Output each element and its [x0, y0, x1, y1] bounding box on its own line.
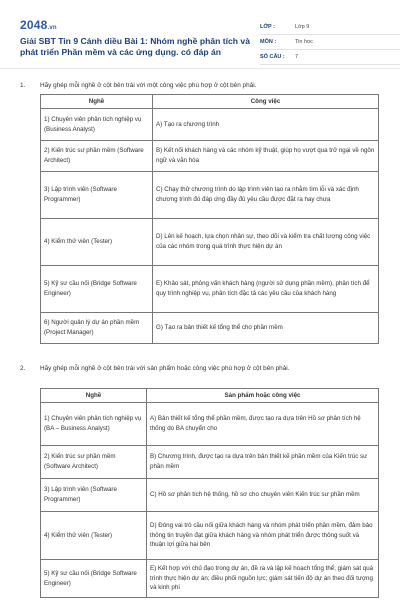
- table-cell: C) Hồ sơ phân tích hệ thống, hồ sơ cho chuyên viên Kiến trúc sư phần mềm: [147, 479, 379, 512]
- meta-value: Lớp 9: [295, 24, 310, 30]
- meta-key: MÔN :: [260, 39, 277, 45]
- table-row: [41, 141, 379, 172]
- table-cell: C) Chạy thử chương trình do lập trình viên tạo ra nhằm tìm lỗi và xác định chương trình đó đáp ứng đầy đủ yêu cầu được đặt ra hay chưa: [153, 172, 379, 219]
- table-row: [41, 560, 379, 598]
- column-header: Sản phẩm hoặc công việc: [147, 389, 379, 403]
- table-cell: D) Đóng vai trò cầu nối giữa khách hàng và nhóm phát triển phần mềm, đảm bảo thông tin truyền đạt giữa khách hàng và nhóm phát triển được thông suốt và thuận lợi giữa hai bên: [147, 512, 379, 560]
- table-row: [41, 403, 379, 446]
- table-cell: E) Khảo sát, phỏng vấn khách hàng (người sử dụng phần mềm), phân tích để quy trình nghiệp vụ, phân tích đặc tả các yêu cầu của khách hàng: [153, 266, 379, 313]
- table-header-row: [41, 95, 379, 109]
- logo-suffix: .vn: [47, 25, 57, 31]
- question-2-number: 2.: [20, 365, 26, 372]
- table-cell: A) Bản thiết kế tổng thể phần mềm, được tạo ra dựa trên Hồ sơ phân tích hệ thống do BA chuyển cho: [147, 403, 379, 446]
- meta-key: LỚP :: [260, 24, 275, 30]
- page-header: [10, 8, 395, 66]
- table-cell: E) Kết hợp với chủ đạo trong dự án, đề ra và lập kế hoạch tổng thể; giám sát quá trình thực hiện dự án; điều phối nguồn lực; giám sát tiến độ dự án theo đối tượng và kinh phí: [147, 560, 379, 598]
- table-cell: 2) Kiến trúc sư phần mềm (Software Architect): [41, 446, 147, 479]
- meta-info: [260, 20, 400, 65]
- table-row: [41, 219, 379, 266]
- table-cell: D) Lên kế hoạch, lựa chọn nhân sự, theo dõi và kiểm tra chất lượng công việc của các nhóm trong quá trình thực hiện dự án: [153, 219, 379, 266]
- table-row: [41, 446, 379, 479]
- column-header: Nghề: [41, 95, 153, 109]
- meta-row-count: [260, 50, 400, 65]
- site-logo[interactable]: [20, 18, 57, 32]
- table-cell: 4) Kiểm thử viên (Tester): [41, 512, 147, 560]
- table-cell: 1) Chuyên viên phân tích nghiệp vụ (Business Analyst): [41, 109, 153, 141]
- column-header: Công việc: [153, 95, 379, 109]
- table-header-row: [41, 389, 379, 403]
- meta-key: SỐ CÂU :: [260, 54, 285, 60]
- table-cell: 1) Chuyên viên phân tích nghiệp vụ (BA – Business Analyst): [41, 403, 147, 446]
- document-title: Giải SBT Tin 9 Cánh diều Bài 1: Nhóm nghề phân tích và phát triển Phần mềm và các ứng dụng. có đáp án: [20, 36, 250, 57]
- table-row: [41, 109, 379, 141]
- question-1-text: Hãy ghép mỗi nghề ở cột bên trái với một công việc phù hợp ở cột bên phải.: [40, 82, 257, 89]
- meta-value: Tin học: [295, 39, 313, 45]
- table-row: [41, 313, 379, 344]
- table-cell: 3) Lập trình viên (Software Programmer): [41, 479, 147, 512]
- table-cell: 5) Kỹ sư cầu nối (Bridge Software Engineer): [41, 560, 147, 598]
- meta-row-subject: [260, 35, 400, 50]
- table-row: [41, 172, 379, 219]
- question-2-table: [40, 388, 379, 598]
- logo-text: 2048: [20, 18, 48, 32]
- table-cell: B) Kết nối khách hàng và các nhóm kỹ thuật, giúp họ vượt qua trở ngại về ngôn ngữ và văn hóa: [153, 141, 379, 172]
- meta-row-class: [260, 20, 400, 35]
- question-1-number: 1.: [20, 82, 26, 89]
- header-divider: [0, 68, 400, 69]
- table-cell: 5) Kỹ sư cầu nối (Bridge Software Engineer): [41, 266, 153, 313]
- table-cell: G) Tạo ra bản thiết kế tổng thể cho phần mềm: [153, 313, 379, 344]
- table-row: [41, 479, 379, 512]
- question-2-text: Hãy ghép mỗi nghề ở cột bên trái với sản phẩm hoặc công việc phù hợp ở cột bên phải.: [40, 365, 290, 372]
- table-cell: 4) Kiểm thử viên (Tester): [41, 219, 153, 266]
- question-1-table: [40, 94, 379, 344]
- table-cell: 2) Kiến trúc sư phần mềm (Software Architect): [41, 141, 153, 172]
- column-header: Nghề: [41, 389, 147, 403]
- meta-value: 7: [295, 54, 299, 60]
- table-cell: B) Chương trình, được tạo ra dựa trên bản thiết kế phần mềm của Kiến trúc sư phần mềm: [147, 446, 379, 479]
- table-row: [41, 512, 379, 560]
- table-row: [41, 266, 379, 313]
- table-cell: 3) Lập trình viên (Software Programmer): [41, 172, 153, 219]
- table-cell: 6) Người quản lý dự án phần mềm (Project Manager): [41, 313, 153, 344]
- table-cell: A) Tạo ra chương trình: [153, 109, 379, 141]
